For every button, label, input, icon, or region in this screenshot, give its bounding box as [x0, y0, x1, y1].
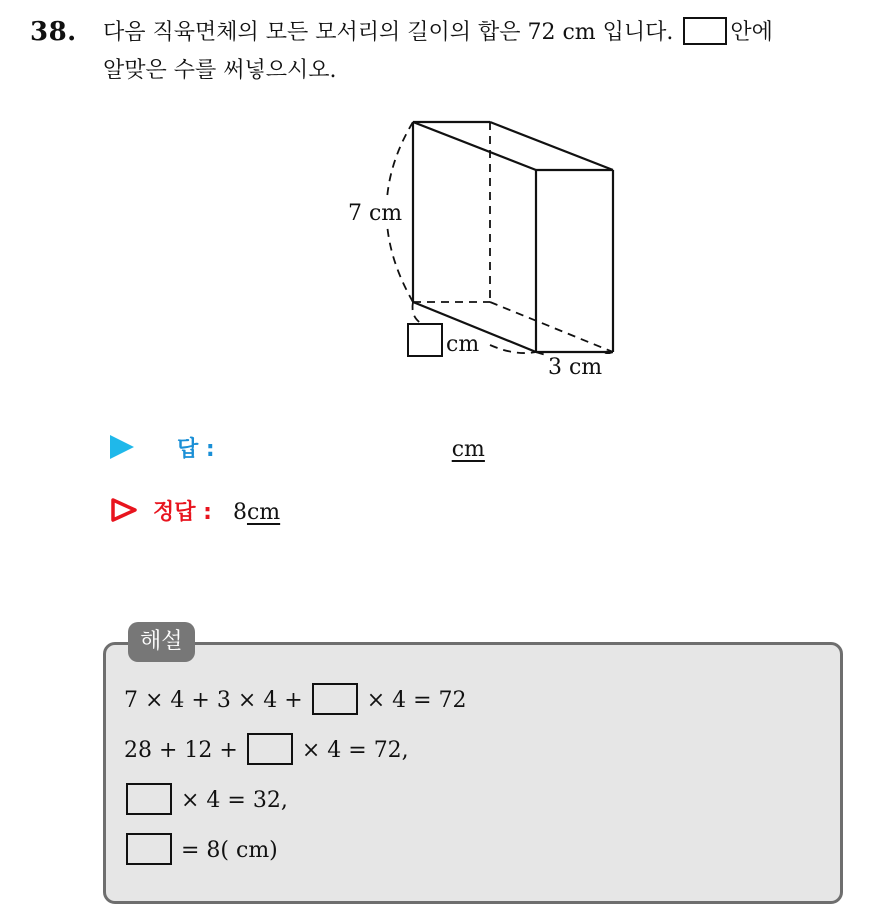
- width-label: 3 cm: [548, 355, 603, 380]
- answer-label: 답 :: [177, 437, 215, 462]
- cuboid-figure: [340, 110, 620, 390]
- explanation-line-1: [124, 683, 467, 715]
- explanation-line-3: [124, 783, 288, 815]
- outline-triangle-icon: [110, 497, 138, 523]
- blank-box: [126, 833, 172, 865]
- correct-answer-row: [110, 495, 280, 526]
- correct-value: 8: [232, 500, 247, 525]
- correct-unit: cm: [246, 500, 281, 525]
- eq2-left: 28 + 12 +: [124, 738, 238, 763]
- blank-box: [683, 17, 727, 45]
- answer-unit: cm: [451, 437, 485, 462]
- top-left-depth-edge: [413, 122, 536, 170]
- question-text-suffix: 안에: [730, 20, 773, 45]
- explanation-line-2: [124, 733, 409, 765]
- question-text: 다음 직육면체의 모든 모서리의 길이의 합은 72 cm 입니다.: [103, 20, 674, 45]
- blank-box: [312, 683, 358, 715]
- eq4-right: = 8( cm): [181, 838, 278, 863]
- depth-label: cm: [446, 332, 480, 357]
- eq3-right: × 4 = 32,: [181, 788, 288, 813]
- eq1-right: × 4 = 72: [366, 688, 467, 713]
- eq1-left: 7 × 4 + 3 × 4 +: [124, 688, 303, 713]
- blank-box: [126, 783, 172, 815]
- answer-row: [110, 432, 485, 463]
- explanation-tab: 해설: [128, 622, 195, 662]
- blank-box: [247, 733, 293, 765]
- correct-label: 정답 :: [153, 500, 212, 525]
- top-right-depth-edge: [490, 122, 613, 170]
- play-triangle-icon: [110, 435, 134, 459]
- eq2-right: × 4 = 72,: [301, 738, 409, 763]
- height-label: 7 cm: [348, 201, 403, 226]
- question-line-1: [103, 17, 773, 48]
- cuboid-diagram: [340, 110, 620, 390]
- hidden-bottom-depth-edge: [490, 302, 613, 352]
- explanation-line-4: [124, 833, 278, 865]
- depth-blank-box: [408, 324, 442, 356]
- question-number: 38.: [30, 17, 77, 47]
- question-line-2: 알맞은 수를 써넣으시오.: [103, 58, 337, 83]
